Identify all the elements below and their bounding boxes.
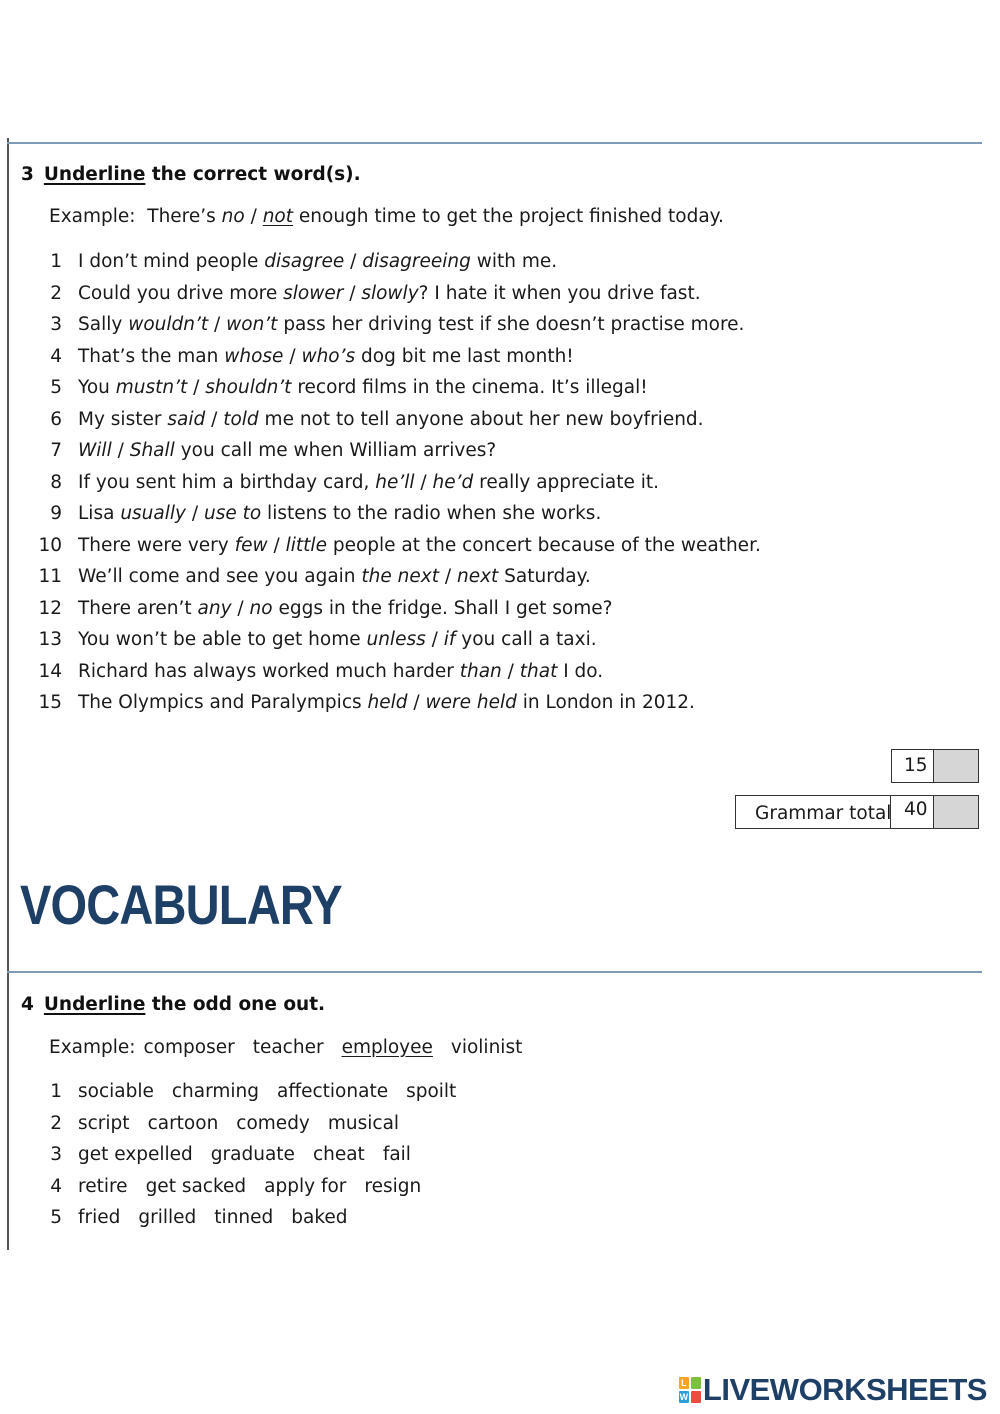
item-number: 2 [50,1112,62,1134]
item-number: 7 [50,440,62,461]
choice-separator: / [501,660,520,682]
choice-b[interactable]: next [456,566,499,587]
grammar-total-divider [890,796,891,828]
choice-a[interactable]: disagree [264,251,345,272]
choice-a[interactable]: mustn’t [115,377,188,398]
choice-a[interactable]: any [197,597,232,619]
word-option[interactable]: fail [382,1144,411,1165]
choice-a[interactable]: unless [366,629,426,650]
choice-separator: / [111,440,130,461]
sentence-end: dog bit me last month! [355,345,574,367]
choice-b[interactable]: he’d [432,471,474,493]
choice-separator: / [267,534,286,556]
grammar-total-max: 40 [904,799,928,820]
choice-b[interactable]: won’t [226,314,278,335]
sentence-end: pass her driving test if she doesn’t practise more. [277,314,745,335]
choice-a[interactable]: Will [78,440,112,461]
item-number: 12 [38,597,62,619]
section-divider-top [7,142,982,144]
sentence-end: you call a taxi. [455,629,597,650]
item-number: 14 [38,660,62,682]
choice-a[interactable]: slower [283,282,344,304]
choice-separator: / [407,692,426,713]
item-number: 13 [38,629,62,650]
choice-a[interactable]: usually [120,503,186,524]
word-option[interactable]: script [78,1112,130,1134]
sentence-start: Richard has always worked much harder [78,660,460,682]
item-number: 8 [50,471,62,493]
sentence-start: If you sent him a birthday card, [78,471,376,493]
item-number: 4 [50,345,62,367]
example-word[interactable]: composer [143,1037,235,1058]
liveworksheets-wordmark: LIVEWORKSHEETS [702,1372,987,1407]
logo-square-blue: W [679,1392,689,1402]
choice-b[interactable]: were held [425,692,517,713]
instruction-text: the odd one out. [145,994,326,1015]
item-number: 11 [38,566,62,587]
instruction-keyword: Underline [43,994,146,1015]
item-number: 9 [50,503,62,524]
choice-b[interactable]: that [519,660,558,682]
example-before: There’s [147,206,222,227]
sentence-start: There aren’t [78,597,198,619]
choice-separator: / [425,629,444,650]
item-sentence [78,341,574,372]
item-number: 3 [50,314,62,335]
word-option[interactable]: retire [78,1175,128,1197]
logo-square-green [691,1377,701,1389]
choice-a[interactable]: whose [224,345,284,367]
sentence-start: There were very [78,534,235,556]
sentence-start: I don’t mind people [78,251,265,272]
choice-b[interactable]: Shall [129,440,175,461]
grammar-total-box [735,795,979,829]
word-option[interactable]: baked [291,1207,348,1228]
choice-b[interactable]: if [443,629,456,650]
item-sentence [78,624,597,655]
choice-a[interactable]: the next [361,566,439,587]
item-sentence [78,278,701,309]
sentence-end: Saturday. [498,566,591,587]
choice-separator: / [343,282,362,304]
item-sentence [78,404,704,435]
word-option[interactable]: get sacked [145,1175,247,1197]
example-option-2[interactable]: not [262,206,294,227]
logo-square-red [691,1391,701,1403]
left-margin-line [7,138,9,1250]
item-sentence [78,467,659,498]
example-option-1[interactable]: no [221,206,245,227]
sentence-end: in London in 2012. [516,692,695,713]
item-number: 5 [50,377,62,398]
instruction-keyword: Underline [43,164,146,185]
choice-a[interactable]: than [459,660,502,682]
sentence-start: Could you drive more [78,282,284,304]
item-sentence [78,687,695,718]
sentence-end: me not to tell anyone about her new boyfriend. [258,408,704,430]
item-number: 6 [50,408,62,430]
item-sentence [78,593,612,624]
sentence-start: Lisa [78,503,121,524]
example-word[interactable]: employee [341,1037,433,1058]
section-4-title [21,994,325,1015]
example-word[interactable]: violinist [450,1037,523,1058]
item-sentence [78,309,744,340]
example-words [144,1037,541,1058]
choice-separator: / [344,251,363,272]
word-option[interactable]: spoilt [406,1081,457,1102]
sentence-start: My sister [78,408,168,430]
choice-a[interactable]: wouldn’t [128,314,209,335]
word-group [78,1202,366,1233]
example-word[interactable]: teacher [252,1037,324,1058]
choice-b[interactable]: told [223,408,259,430]
sentence-end: eggs in the fridge. Shall I get some? [272,597,613,619]
word-option[interactable]: cartoon [147,1112,219,1134]
choice-a[interactable]: few [234,534,268,556]
item-number: 3 [50,1144,62,1165]
choice-separator: / [283,345,302,367]
section-3-title [21,164,361,185]
word-option[interactable]: graduate [210,1144,295,1165]
sentence-end: people at the concert because of the weather. [326,534,761,556]
word-option[interactable]: comedy [236,1112,310,1134]
word-option[interactable]: charming [171,1081,260,1102]
choice-a[interactable]: held [367,692,408,713]
choice-b[interactable]: little [285,534,327,556]
vocabulary-heading: VOCABULARY [20,873,342,936]
word-option[interactable]: grilled [138,1207,197,1228]
choice-separator: / [438,566,457,587]
choice-separator: / [231,597,250,619]
choice-b[interactable]: shouldn’t [205,377,292,398]
sentence-start: You won’t be able to get home [78,629,367,650]
sentence-end: with me. [470,251,558,272]
example-separator: / [244,206,263,227]
item-sentence [78,656,603,687]
choice-separator: / [208,314,227,335]
choice-separator: / [414,471,433,493]
item-number: 15 [38,692,62,713]
sentence-end: record films in the cinema. It’s illegal! [291,377,648,398]
sentence-start: Sally [78,314,129,335]
choice-b[interactable]: disagreeing [362,251,471,272]
example-label: Example: [49,1037,136,1058]
choice-b[interactable]: use to [203,503,262,524]
word-option[interactable]: get expelled [78,1144,193,1165]
word-option[interactable]: apply for [264,1175,347,1197]
item-number: 2 [50,282,62,304]
item-number: 5 [50,1207,62,1228]
word-group [78,1139,429,1170]
word-option[interactable]: fried [78,1207,121,1228]
word-option[interactable]: cheat [312,1144,365,1165]
logo-square-l: L [679,1377,689,1389]
grammar-total-input[interactable] [933,796,978,828]
item-sentence [78,498,601,529]
item-sentence [78,435,496,466]
sentence-end: I do. [557,660,604,682]
sentence-start: The Olympics and Paralympics [78,692,368,713]
sentence-end: really appreciate it. [473,471,660,493]
word-option[interactable]: resign [364,1175,422,1197]
section-divider-vocabulary [7,971,982,973]
item-sentence [78,246,557,277]
choice-separator: / [187,377,206,398]
word-group [78,1076,474,1107]
example-after: enough time to get the project finished today. [293,206,724,227]
item-sentence [78,561,591,592]
sentence-start: You [78,377,116,398]
item-number: 10 [38,534,62,556]
example-label: Example: [49,206,136,227]
section-3-score-input[interactable] [933,750,978,782]
section-number: 3 [21,164,34,185]
item-sentence [78,530,761,561]
choice-b[interactable]: slowly [361,282,419,304]
section-number: 4 [21,994,34,1015]
choice-a[interactable]: said [167,408,206,430]
word-option[interactable]: musical [327,1112,400,1134]
choice-b[interactable]: who’s [301,345,356,367]
word-option[interactable]: tinned [214,1207,274,1228]
section-3-score-max: 15 [904,755,928,776]
word-option[interactable]: sociable [78,1081,154,1102]
sentence-start: That’s the man [78,345,225,367]
section-3-score-box [891,749,979,783]
item-number: 4 [50,1175,62,1197]
choice-separator: / [205,408,224,430]
instruction-text: the correct word(s). [145,164,361,185]
liveworksheets-logo [679,1373,987,1407]
section-4-example [49,1037,540,1058]
sentence-end: ? I hate it when you drive fast. [418,282,701,304]
word-group [78,1171,439,1202]
item-number: 1 [50,251,62,272]
choice-a[interactable]: he’ll [375,471,415,493]
item-number: 1 [50,1081,62,1102]
word-group [78,1108,417,1139]
word-option[interactable]: affectionate [277,1081,389,1102]
sentence-end: you call me when William arrives? [174,440,497,461]
choice-separator: / [185,503,204,524]
sentence-start: We’ll come and see you again [78,566,362,587]
sentence-end: listens to the radio when she works. [261,503,602,524]
grammar-total-label: Grammar total [755,803,892,824]
liveworksheets-icon [679,1377,701,1403]
item-sentence [78,372,648,403]
choice-b[interactable]: no [249,597,273,619]
section-3-example [49,206,724,227]
